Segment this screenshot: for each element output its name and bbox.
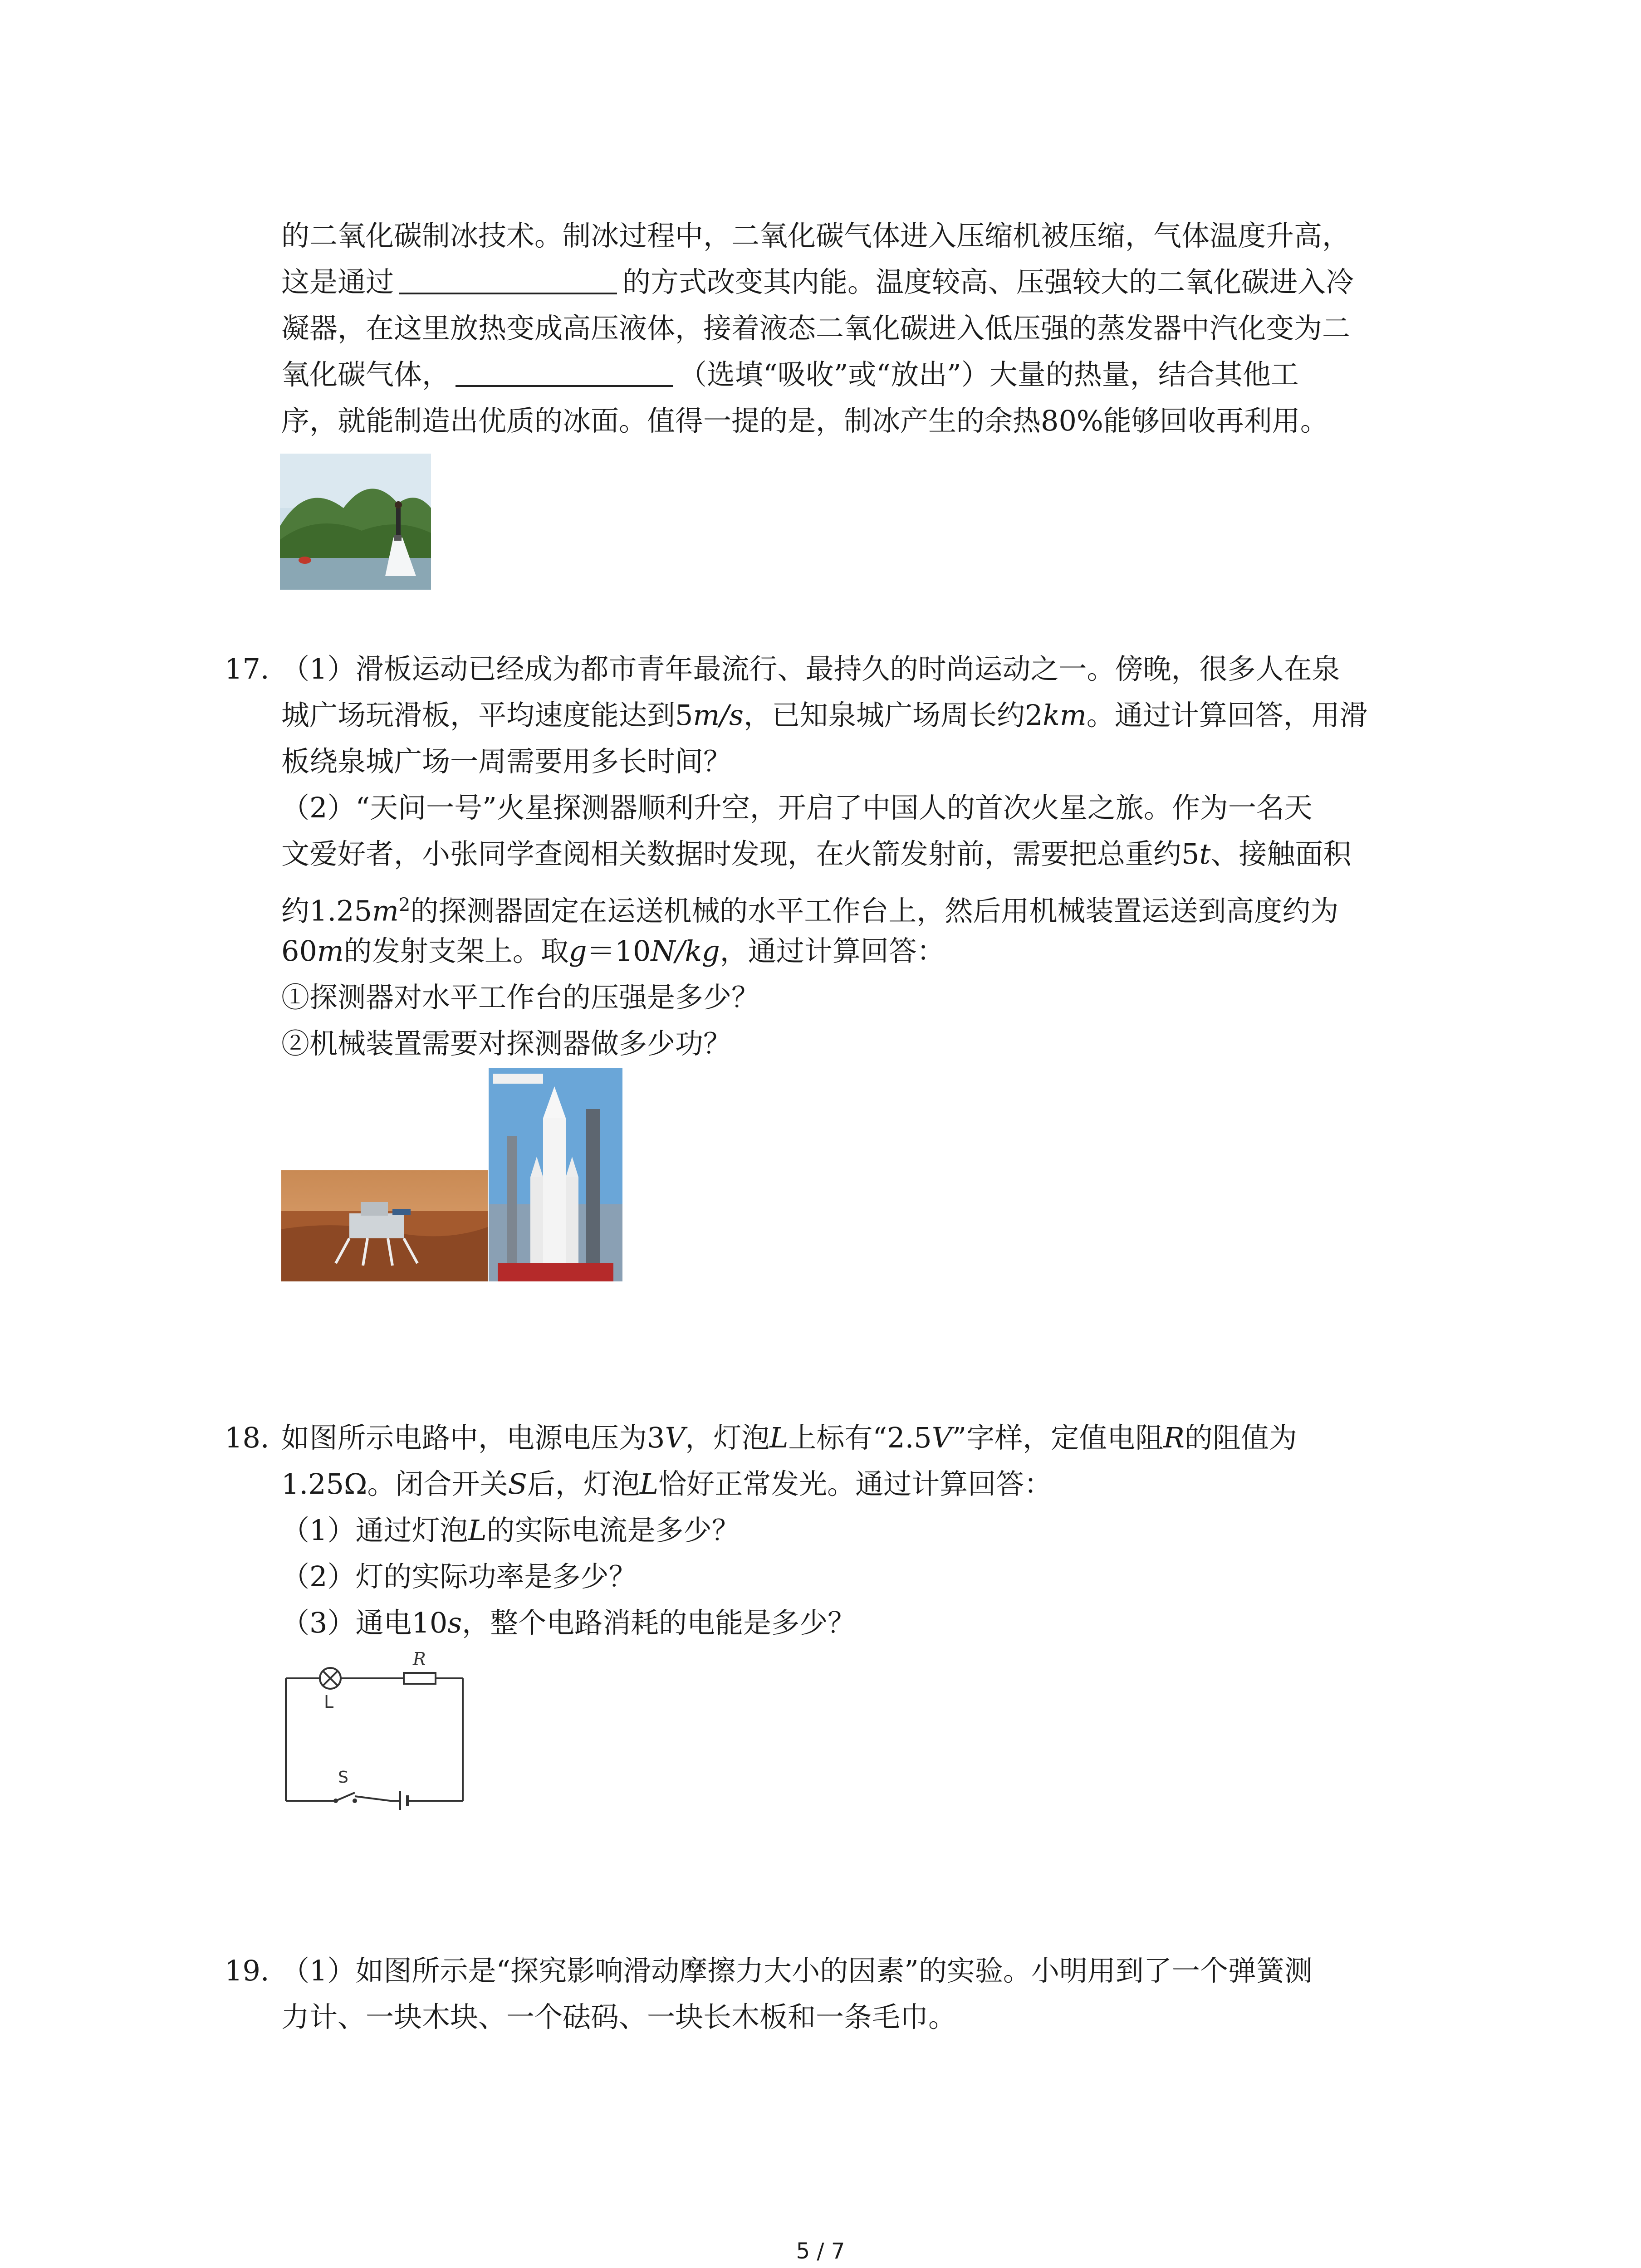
answer-blank-2[interactable] bbox=[456, 358, 673, 387]
q18-line-2: 1.25Ω。闭合开关S后，灯泡L恰好正常发光。通过计算回答： bbox=[281, 1467, 1053, 1501]
q17-line-2: 城广场玩滑板，平均速度能达到5m/s，已知泉城广场周长约2km。通过计算回答，用滑 bbox=[281, 699, 1368, 732]
resistor-label: R bbox=[413, 1649, 426, 1669]
q17-line-6: 约$1.25m^2$的探测器固定在运送机械的水平工作台上，然后用机械装置运送到高度约为 bbox=[281, 894, 1339, 928]
q17-number: 17. bbox=[225, 652, 269, 685]
q18-number: 18. bbox=[225, 1421, 269, 1454]
mars-lander-photo bbox=[281, 1170, 488, 1281]
circuit-diagram bbox=[277, 1647, 476, 1810]
q16-line-1: 的二氧化碳制冰技术。制冰过程中，二氧化碳气体进入压缩机被压缩，气体温度升高， bbox=[281, 219, 1351, 252]
switch-label: S bbox=[338, 1768, 348, 1787]
q19-line-2: 力计、一块木块、一个砝码、一块长木板和一条毛巾。 bbox=[281, 2000, 957, 2033]
q16-line-4: 氧化碳气体， （选填“吸收”或“放出”）大量的热量，结合其他工 bbox=[281, 358, 1299, 391]
q19-number: 19. bbox=[225, 1954, 269, 1987]
lamp-label: L bbox=[324, 1692, 334, 1712]
q16-line-2: 这是通过 的方式改变其内能。温度较高、压强较大的二氧化碳进入冷 bbox=[281, 265, 1354, 298]
q17-line-3: 板绕泉城广场一周需要用多长时间？ bbox=[281, 745, 732, 778]
q18-line-4: （2）灯的实际功率是多少？ bbox=[281, 1560, 637, 1593]
q18-line-3: （1）通过灯泡L的实际电流是多少？ bbox=[281, 1514, 740, 1547]
q17-line-1: （1）滑板运动已经成为都市青年最流行、最持久的时尚运动之一。傍晚，很多人在泉 bbox=[281, 652, 1340, 685]
q18-line-5: （3）通电10s，整个电路消耗的电能是多少？ bbox=[281, 1606, 856, 1639]
q19-line-1: （1）如图所示是“探究影响滑动摩擦力大小的因素”的实验。小明用到了一个弹簧测 bbox=[281, 1954, 1313, 1987]
q16-line-3: 凝器，在这里放热变成高压液体，接着液态二氧化碳进入低压强的蒸发器中汽化变为二 bbox=[281, 312, 1351, 345]
answer-blank-1[interactable] bbox=[399, 265, 617, 294]
page-number: 5 / 7 bbox=[796, 2239, 845, 2264]
q16-line-5: 序，就能制造出优质的冰面。值得一提的是，制冰产生的余热80%能够回收再利用。 bbox=[281, 404, 1328, 437]
q17-line-9: ②机械装置需要对探测器做多少功？ bbox=[281, 1027, 732, 1060]
q17-line-5: 文爱好者，小张同学查阅相关数据时发现，在火箭发射前，需要把总重约5t、接触面积 bbox=[281, 837, 1352, 870]
q17-line-4: （2）“天问一号”火星探测器顺利升空，开启了中国人的首次火星之旅。作为一名天 bbox=[281, 791, 1313, 824]
rocket-photo bbox=[489, 1068, 622, 1281]
q17-line-7: 60m的发射支架上。取g＝10N/kg，通过计算回答： bbox=[281, 934, 945, 968]
q18-line-1: 如图所示电路中，电源电压为3V，灯泡L上标有“2.5V”字样，定值电阻R的阻值为 bbox=[281, 1421, 1297, 1454]
q17-line-8: ①探测器对水平工作台的压强是多少？ bbox=[281, 981, 760, 1014]
flyboard-photo bbox=[280, 454, 431, 590]
